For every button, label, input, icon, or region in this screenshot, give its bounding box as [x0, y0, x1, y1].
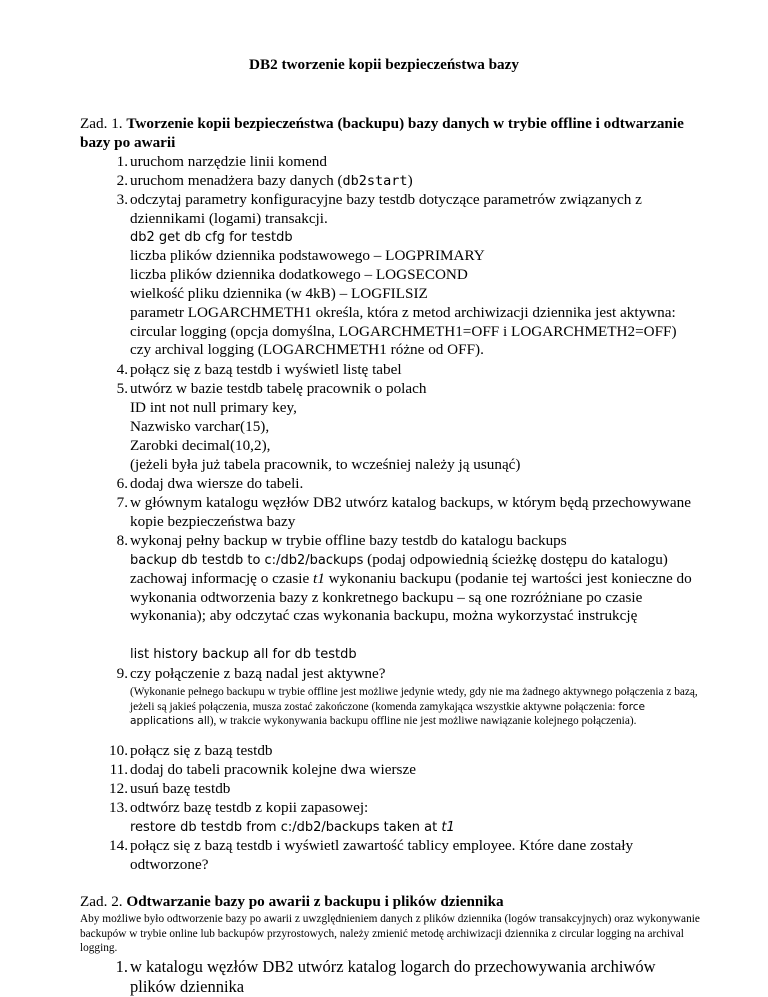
list-item: 1. uruchom narzędzie linii komend [116, 153, 327, 170]
task1-title: Tworzenie kopii bezpieczeństwa (backupu) bazy danych w trybie offline i odtwarzanie bazy po awarii [80, 115, 684, 151]
list-item: 13. odtwórz bazę testdb z kopii zapasowej: [109, 799, 369, 816]
list-item: 8. wykonaj pełny backup w trybie offline bazy testdb do katalogu backups [116, 532, 567, 549]
task1-prefix: Zad. 1. [80, 115, 127, 132]
task2-prefix: Zad. 2. [80, 893, 127, 910]
list-item: 7. w głównym katalogu węzłów DB2 utwórz katalog backups, w którym będą przechowywane kopie bezpieczeństwa bazy [116, 494, 691, 530]
code-backup-db: backup db testdb to c:/db2/backups [130, 553, 364, 568]
cfg-line: wielkość pliku dziennika (w 4kB) – LOGFILSIZ [130, 285, 428, 302]
backup-command-line: backup db testdb to c:/db2/backups (podaj odpowiednią ścieżkę dostępu do katalogu) [130, 551, 668, 568]
cfg-line: parametr LOGARCHMETH1 określa, która z metod archiwizacji dziennika jest aktywna: circular logging (opcja domyślna, LOGARCHMETH1=OFF i LOGARCHMETH2=OFF) czy archival logging (LOGARCHMETH1 różne od OFF). [130, 304, 677, 359]
field-line: Zarobki decimal(10,2), [130, 437, 271, 454]
list-item: 5. utwórz w bazie testdb tabelę pracownik o polach [116, 380, 427, 397]
document-title: DB2 tworzenie kopii bezpieczeństwa bazy [249, 56, 519, 73]
restore-command-line: restore db testdb from c:/db2/backups taken at t1 [130, 820, 455, 835]
list-item: 9. czy połączenie z bazą nadal jest aktywne? [116, 665, 386, 682]
field-line: ID int not null primary key, [130, 399, 297, 416]
list-item: 6. dodaj dwa wiersze do tabeli. [116, 475, 304, 492]
code-force-applications: force applications all [130, 700, 646, 728]
list-item: 14. połącz się z bazą testdb i wyświetl zawartość tablicy employee. Które dane zostały odtworzone? [109, 837, 634, 873]
list-item: 2. uruchom menadżera bazy danych (db2start) [116, 172, 413, 189]
code-db2start: db2start [342, 173, 408, 189]
task2-intro: Aby możliwe było odtworzenie bazy po awarii z uwzględnieniem danych z plików dziennika (logów transakcyjnych) oraz wykonywanie backupów w trybie online lub backupów przyrostowych, należy zmienić metodę archiwizacji dziennika z circular logging na archival logging. [80, 913, 700, 955]
cfg-line: liczba plików dziennika podstawowego – LOGPRIMARY [130, 247, 485, 264]
task1-heading [80, 115, 700, 152]
task2-heading [80, 893, 700, 912]
backup-time-note: zachowaj informację o czasie t1 wykonaniu backupu (podanie tej wartości jest konieczne do wykonania odtworzenia bazy z konkretnego backupu – są one rozróżniane po czasie wykonania); aby odczytać czas wykonania backupu, można wykorzystać instrukcję [130, 570, 692, 625]
code-list-history: list history backup all for db testdb [130, 647, 357, 662]
code-restore-db: restore db testdb from c:/db2/backups taken at [130, 820, 442, 835]
field-line: (jeżeli była już tabela pracownik, to wcześniej należy ją usunąć) [130, 456, 521, 473]
list-item: 3. odczytaj parametry konfiguracyjne bazy testdb dotyczące parametrów związanych z dziennikami (logami) transakcji. [116, 191, 642, 227]
list-item: 11. dodaj do tabeli pracownik kolejne dwa wiersze [109, 761, 416, 778]
cfg-line: liczba plików dziennika dodatkowego – LOGSECOND [130, 266, 468, 283]
offline-note: (Wykonanie pełnego backupu w trybie offline jest możliwe jedynie wtedy, gdy nie ma żadnego aktywnego połączenia z bazą, jeżeli są jakieś połączenia, musza zostać zakończone (komenda zamykająca wszystkie aktywne połączenia: force applications all), w trakcie wykonywania backupu offline nie jest możliwe nawiązanie kolejnego połączenia). [130, 686, 698, 728]
list-item: 10. połącz się z bazą testdb [109, 742, 273, 759]
field-line: Nazwisko varchar(15), [130, 418, 270, 435]
list-item: 4. połącz się z bazą testdb i wyświetl listę tabel [116, 361, 402, 378]
list-item: 1. w katalogu węzłów DB2 utwórz katalog logarch do przechowywania archiwów plików dziennika [115, 957, 656, 996]
code-get-db-cfg: db2 get db cfg for testdb [130, 230, 293, 245]
task2-title: Odtwarzanie bazy po awarii z backupu i plików dziennika [126, 893, 504, 910]
list-item: 12. usuń bazę testdb [109, 780, 231, 797]
